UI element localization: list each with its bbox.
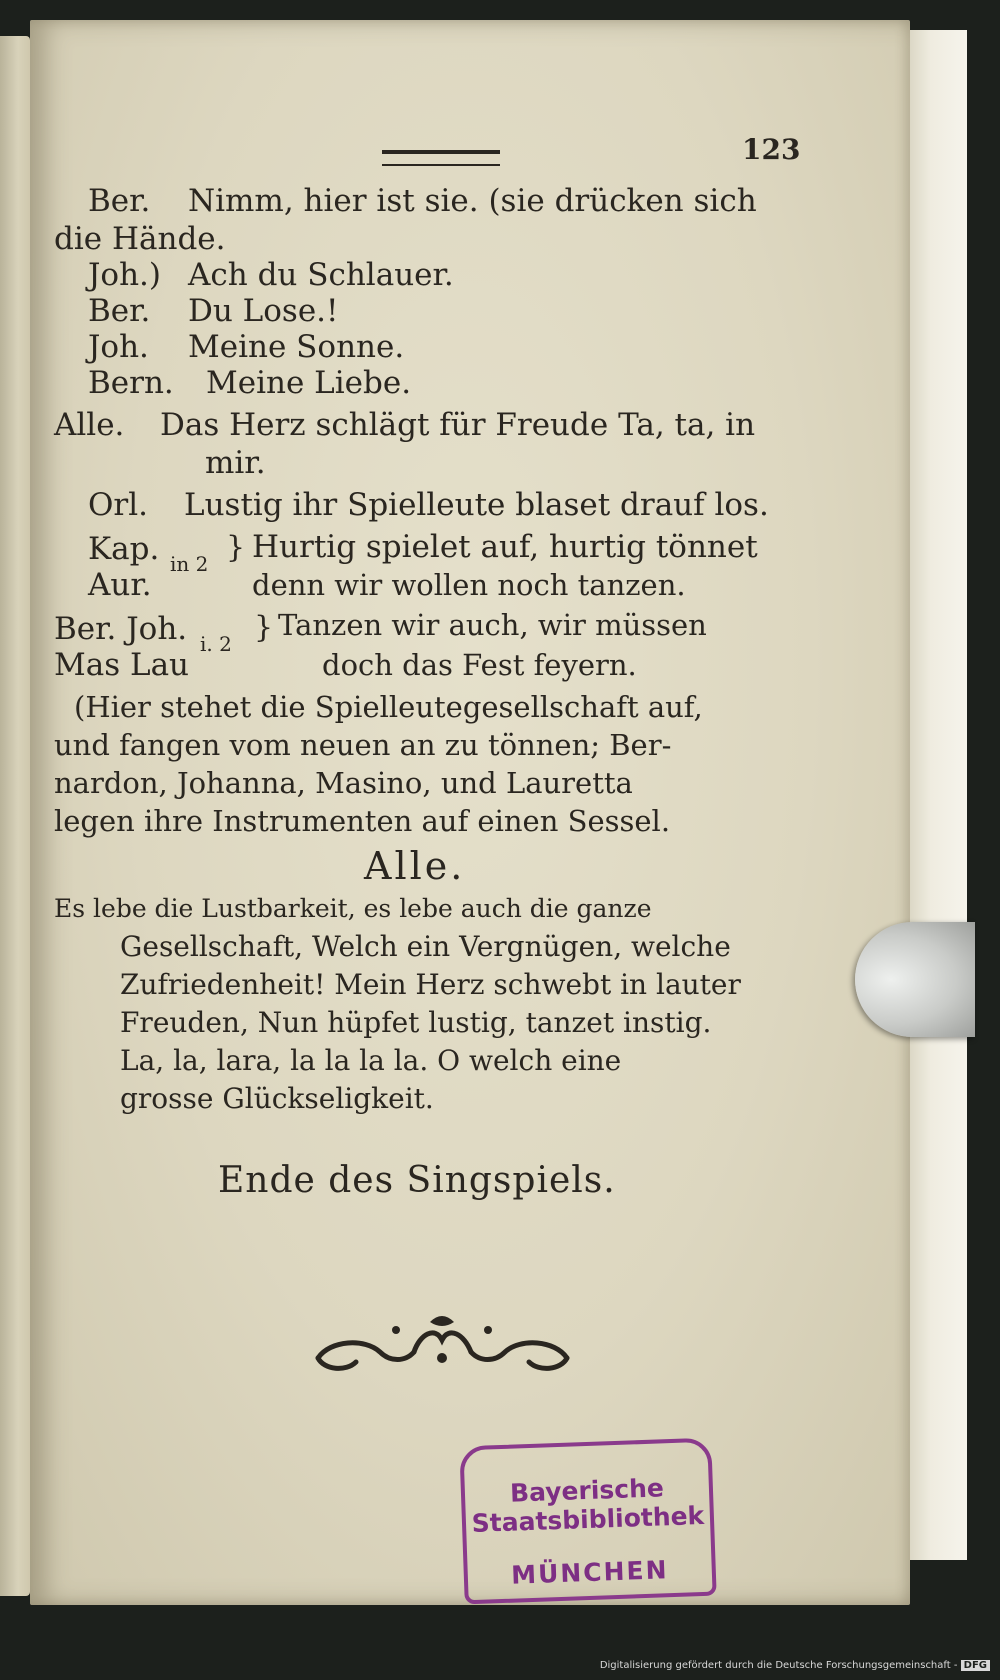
duet-line: denn wir wollen noch tanzen.	[252, 568, 686, 602]
book-page	[30, 20, 910, 1605]
line-text: Lustig ihr Spielleute blaset drauf los.	[184, 487, 769, 523]
dialogue-line	[54, 220, 225, 258]
chorus-line: Freuden, Nun hüpfet lustig, tanzet instig.	[120, 1006, 712, 1039]
line-text: Nimm, hier ist sie. (sie drücken sich	[188, 183, 757, 219]
brace-open: }	[226, 530, 246, 565]
stamp-line: MÜNCHEN	[510, 1555, 669, 1590]
line-text: die Hände.	[54, 221, 226, 257]
duet-speaker: Kap.	[88, 531, 160, 567]
duet-speaker: Ber. Joh.	[54, 611, 188, 647]
duet-speaker: Mas Lau	[54, 647, 190, 683]
chorus-heading: Alle.	[364, 844, 466, 888]
speaker-name: Joh.)	[88, 257, 162, 293]
duet-marker: i. 2	[200, 632, 232, 656]
end-of-play: Ende des Singspiels.	[218, 1160, 616, 1201]
line-text: Du Lose.!	[188, 293, 339, 329]
line-text: Meine Sonne.	[188, 329, 405, 365]
dialogue-line	[88, 292, 339, 330]
page-clip	[855, 922, 975, 1037]
line-text: mir.	[205, 445, 266, 481]
duet-speaker: Aur.	[88, 567, 152, 603]
stage-direction-line: und fangen vom neuen an zu tönnen; Ber-	[54, 728, 672, 762]
speaker-name: Ber.	[88, 293, 151, 329]
page-stack-edge	[905, 30, 967, 1560]
dialogue-line	[88, 328, 404, 366]
library-stamp	[459, 1438, 716, 1605]
chorus-line: Gesellschaft, Welch ein Vergnügen, welche	[120, 930, 731, 963]
fleuron-ornament	[310, 1310, 575, 1380]
header-rule	[382, 150, 500, 166]
speaker-name: Joh.	[88, 329, 149, 365]
dialogue-line	[88, 182, 757, 220]
dfg-logo: DFG	[961, 1660, 990, 1671]
credit-text: Digitalisierung gefördert durch die Deutsche Forschungsgemeinschaft -	[599, 1660, 958, 1671]
stamp-line: Bayerische	[509, 1473, 665, 1508]
line-text: Meine Liebe.	[206, 365, 412, 401]
stage-direction-line: (Hier stehet die Spielleutegesellschaft auf,	[74, 690, 703, 724]
chorus-line: Es lebe die Lustbarkeit, es lebe auch die ganze	[54, 894, 652, 923]
stage-direction-line: legen ihre Instrumenten auf einen Sessel.	[54, 804, 671, 838]
dialogue-line	[88, 256, 454, 294]
dialogue-line	[88, 486, 769, 524]
dialogue-line	[54, 406, 755, 444]
dialogue-line	[88, 364, 411, 402]
page-number: 123	[742, 133, 801, 166]
line-text: Das Herz schlägt für Freude Ta, ta, in	[160, 407, 756, 443]
line-text: Ach du Schlauer.	[188, 257, 454, 293]
speaker-name: Bern.	[88, 365, 174, 401]
facing-page-edge	[0, 36, 30, 1596]
chorus-line: grosse Glückseligkeit.	[120, 1082, 434, 1115]
speaker-name: Ber.	[88, 183, 151, 219]
duet-line: Tanzen wir auch, wir müssen	[278, 608, 707, 642]
stage-direction-line: nardon, Johanna, Masino, und Lauretta	[54, 766, 633, 800]
brace-open: }	[254, 610, 274, 645]
duet-line: Hurtig spielet auf, hurtig tönnet	[252, 529, 758, 565]
dialogue-line	[205, 444, 266, 482]
duet-line: doch das Fest feyern.	[322, 648, 637, 682]
stamp-line: Staatsbibliothek	[471, 1500, 705, 1539]
duet-marker: in 2	[170, 552, 209, 576]
speaker-name: Orl.	[88, 487, 149, 523]
chorus-line: Zufriedenheit! Mein Herz schwebt in lauter	[120, 968, 741, 1001]
chorus-line: La, la, lara, la la la la. O welch eine	[120, 1044, 622, 1077]
speaker-name: Alle.	[54, 407, 125, 443]
digitization-credit	[560, 1660, 990, 1678]
